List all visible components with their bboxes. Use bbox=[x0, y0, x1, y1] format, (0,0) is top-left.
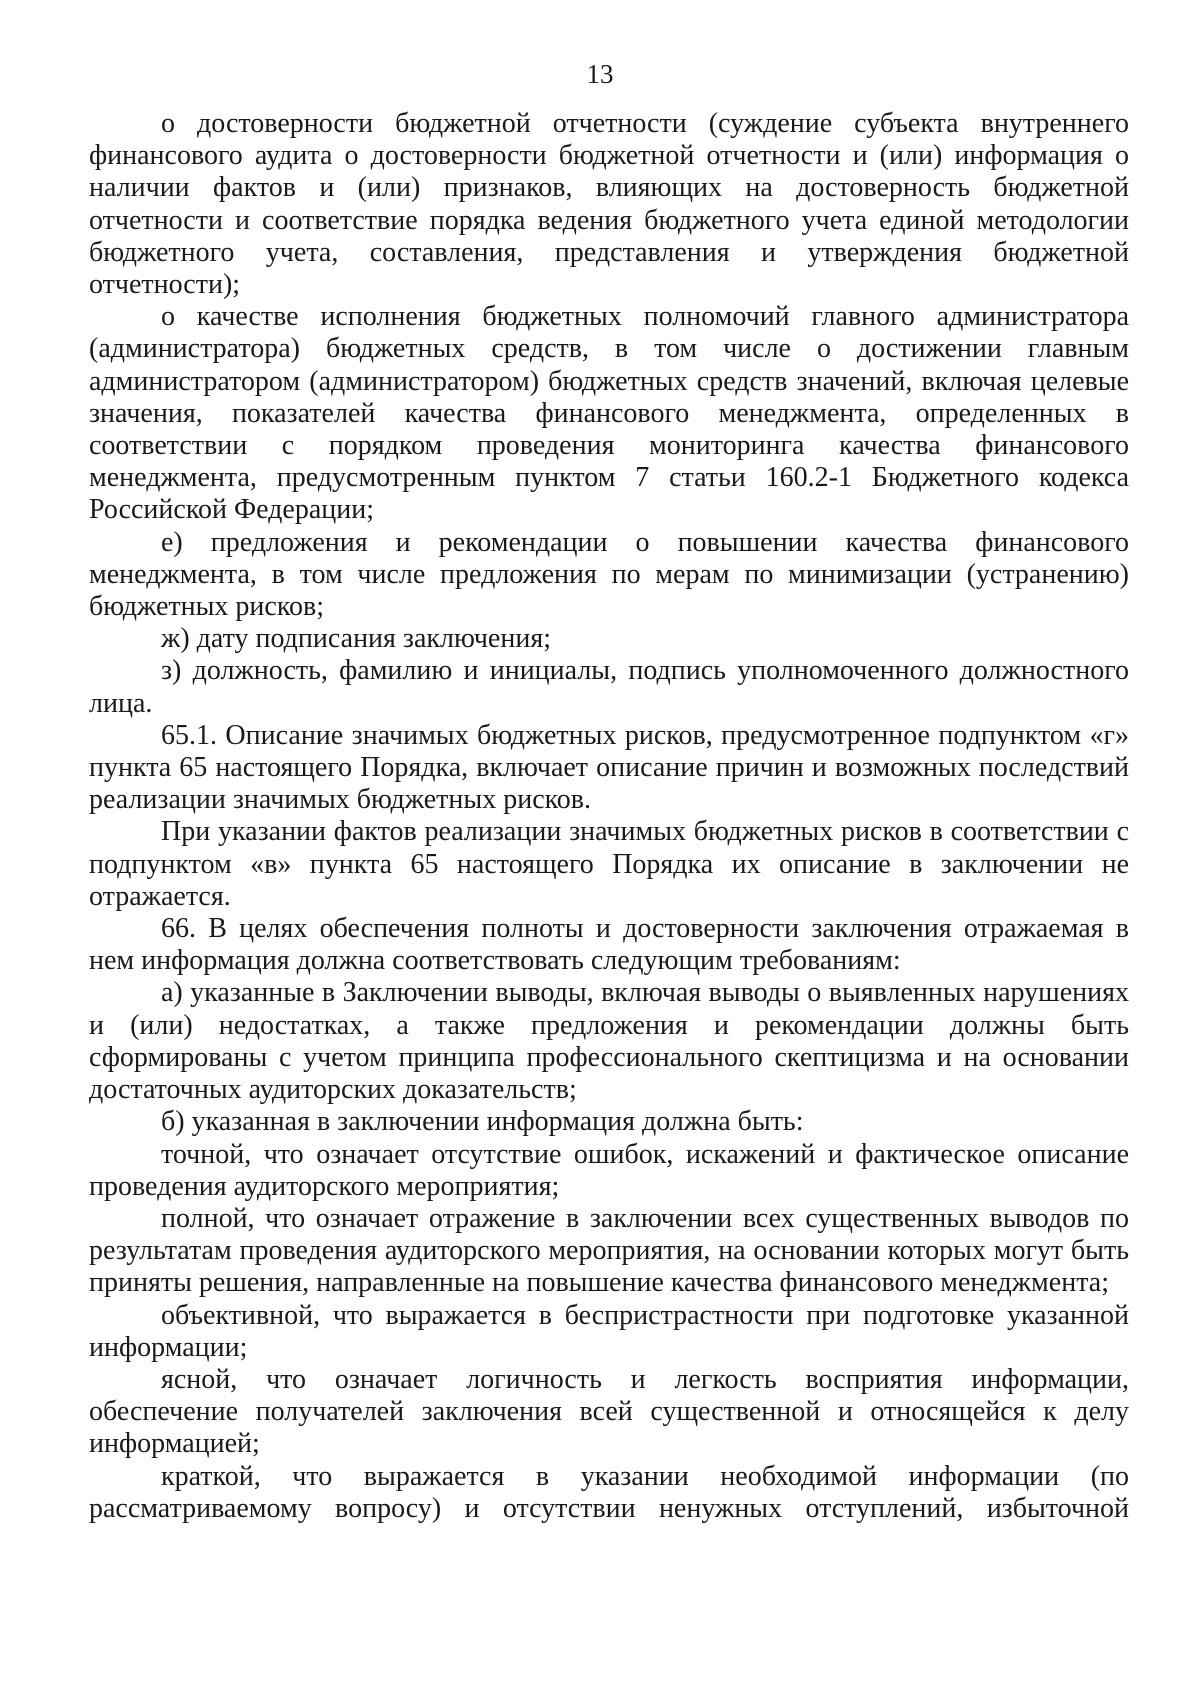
paragraph-66-requirements: 66. В целях обеспечения полноты и достоверности заключения отражаемая в нем информация должна соответствовать следующим требованиям: bbox=[89, 913, 1129, 977]
paragraph-clear: ясной, что означает логичность и легкость восприятия информации, обеспечение получателей заключения всей существенной и относящейся к делу информацией; bbox=[89, 1363, 1129, 1460]
paragraph-complete: полной, что означает отражение в заключении всех существенных выводов по результатам проведения аудиторского мероприятия, на основании которых могут быть приняты решения, направленные на повышение качества финансового менеджмента; bbox=[89, 1202, 1129, 1299]
paragraph-65-1-risk-description: 65.1. Описание значимых бюджетных рисков, предусмотренное подпунктом «г» пункта 65 настоящего Порядка, включает описание причин и возможных последствий реализации значимых бюджетных рисков. bbox=[89, 719, 1129, 816]
paragraph-item-z-official-signature: з) должность, фамилию и инициалы, подпись уполномоченного должностного лица. bbox=[89, 655, 1129, 719]
paragraph-item-b-information: б) указанная в заключении информация должна быть: bbox=[161, 1106, 804, 1138]
document-body bbox=[89, 108, 1129, 1525]
paragraph-item-zh-signing-date: ж) дату подписания заключения; bbox=[161, 623, 551, 655]
paragraph-budget-powers-quality: о качестве исполнения бюджетных полномочий главного администратора (администратора) бюджетных средств, в том числе о достижении главным администратором (администратором) бюджетных средств значений, включая целевые значения, показателей качества финансового менеджмента, определенных в соответствии с порядком проведения мониторинга качества финансового менеджмента, предусмотренным пунктом 7 статьи 160.2-1 Бюджетного кодекса Российской Федерации; bbox=[89, 301, 1129, 526]
paragraph-item-a-conclusions: а) указанные в Заключении выводы, включая выводы о выявленных нарушениях и (или) недостатках, а также предложения и рекомендации должны быть сформированы с учетом принципа профессионального скептицизма и на основании достаточных аудиторских доказательств; bbox=[89, 977, 1129, 1106]
paragraph-accurate: точной, что означает отсутствие ошибок, искажений и фактическое описание проведения аудиторского мероприятия; bbox=[89, 1138, 1129, 1202]
paragraph-concise: краткой, что выражается в указании необходимой информации (по рассматриваемому вопросу) и отсутствии ненужных отступлений, избыточной bbox=[89, 1460, 1129, 1524]
paragraph-objective: объективной, что выражается в беспристрастности при подготовке указанной информации; bbox=[89, 1299, 1129, 1363]
paragraph-budget-reporting-reliability: о достоверности бюджетной отчетности (суждение субъекта внутреннего финансового аудита о достоверности бюджетной отчетности и (или) информация о наличии фактов и (или) признаков, влияющих на достоверность бюджетной отчетности и соответствие порядка ведения бюджетного учета единой методологии бюджетного учета, составления, представления и утверждения бюджетной отчетности); bbox=[89, 108, 1129, 301]
page-number: 13 bbox=[586, 59, 614, 89]
paragraph-item-e-proposals: е) предложения и рекомендации о повышении качества финансового менеджмента, в том числе предложения по мерам по минимизации (устранению) бюджетных рисков; bbox=[89, 526, 1129, 623]
paragraph-risk-realization-facts: При указании фактов реализации значимых бюджетных рисков в соответствии с подпунктом «в» пункта 65 настоящего Порядка их описание в заключении не отражается. bbox=[89, 816, 1129, 912]
